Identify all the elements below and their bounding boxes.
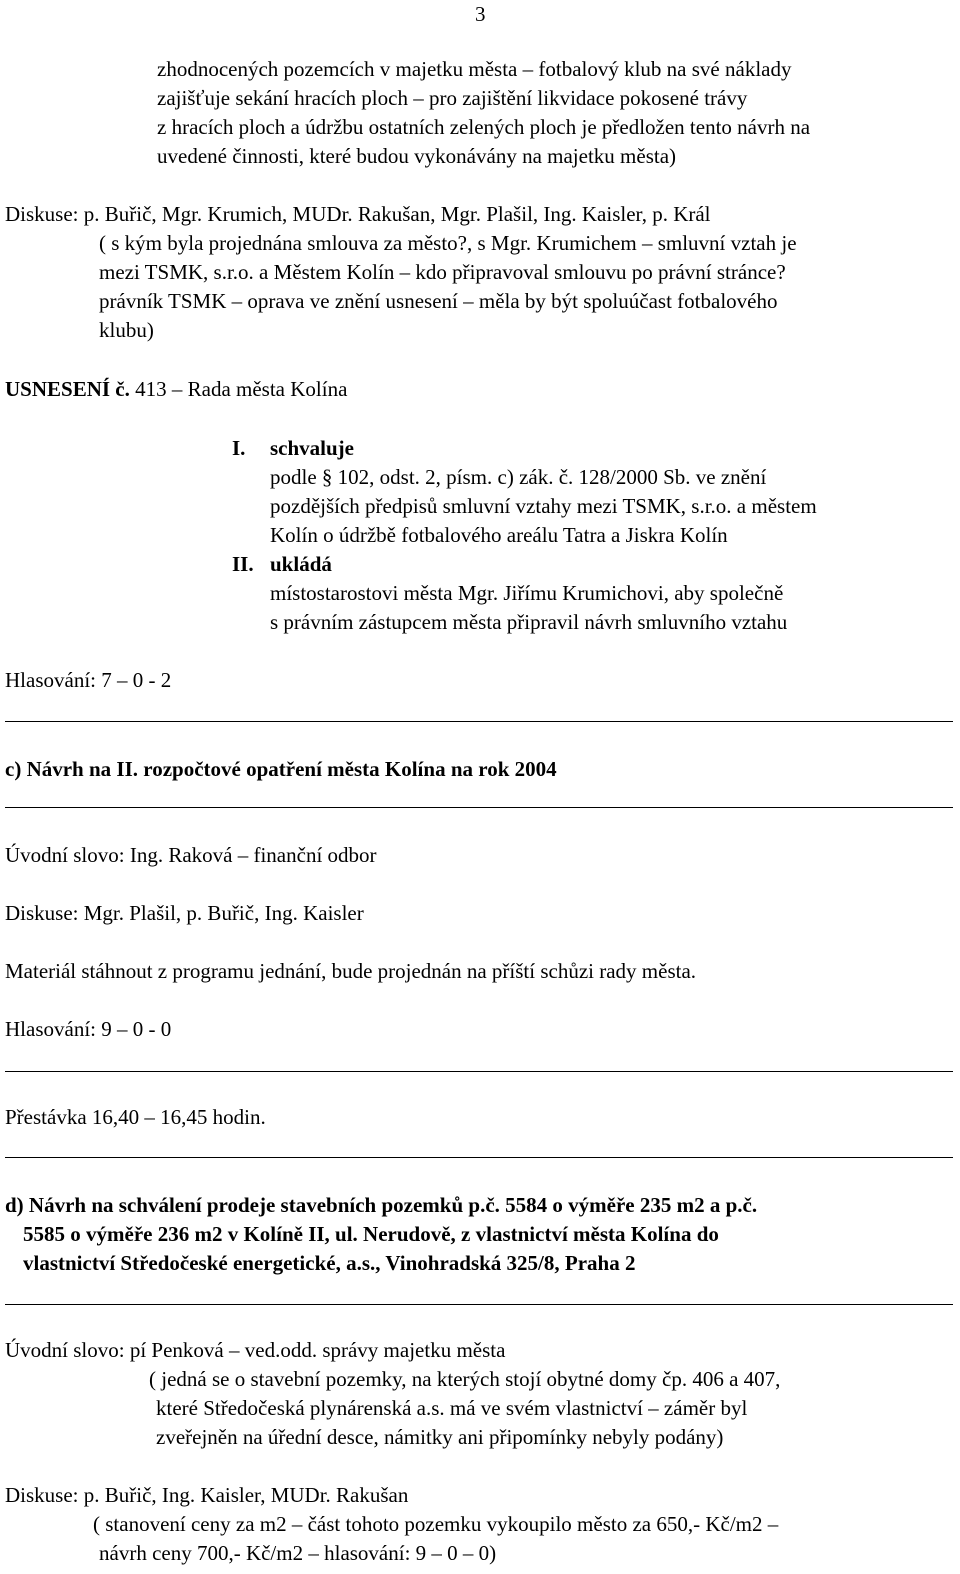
- item-line: pozdějších předpisů smluvní vztahy mezi TSMK, s.r.o. a městem: [270, 494, 817, 518]
- note-line: návrh ceny 700,- Kč/m2 – hlasování: 9 – 0 – 0): [99, 1541, 497, 1565]
- divider: [5, 1157, 953, 1158]
- discussion-line: mezi TSMK, s.r.o. a Městem Kolín – kdo připravoval smlouvu po právní stránce?: [99, 260, 786, 284]
- note-line: které Středočeská plynárenská a.s. má ve svém vlastnictví – záměr byl: [156, 1396, 748, 1420]
- item-line: s právním zástupcem města připravil návrh smluvního vztahu: [270, 610, 788, 634]
- discussion-line: Diskuse: p. Buřič, Mgr. Krumich, MUDr. Rakušan, Mgr. Plašil, Ing. Kaisler, p. Král: [5, 202, 711, 226]
- section-title-line: vlastnictví Středočeské energetické, a.s., Vinohradská 325/8, Praha 2: [23, 1251, 636, 1275]
- paragraph-line: zhodnocených pozemcích v majetku města – fotbalový klub na své náklady: [157, 57, 792, 81]
- note-line: ( stanovení ceny za m2 – část tohoto pozemku vykoupilo město za 650,- Kč/m2 –: [93, 1512, 779, 1536]
- section-title-line: d) Návrh na schválení prodeje stavebních pozemků p.č. 5584 o výměře 235 m2 a p.č.: [5, 1193, 758, 1217]
- item-title: ukládá: [270, 552, 332, 576]
- intro-word: Úvodní slovo: Ing. Raková – finanční odbor: [5, 843, 377, 867]
- item-title: schvaluje: [270, 436, 354, 460]
- note-line: zveřejněn na úřední desce, námitky ani připomínky nebyly podány): [156, 1425, 724, 1449]
- discussion-line: právník TSMK – oprava ve znění usnesení – měla by být spoluúčast fotbalového: [99, 289, 778, 313]
- section-title-line: 5585 o výměře 236 m2 v Kolíně II, ul. Nerudově, z vlastnictví města Kolína do: [23, 1222, 719, 1246]
- section-title: c) Návrh na II. rozpočtové opatření města Kolína na rok 2004: [5, 757, 557, 781]
- discussion-line: Diskuse: Mgr. Plašil, p. Buřič, Ing. Kaisler: [5, 901, 364, 925]
- divider: [5, 1071, 953, 1072]
- note-text: Materiál stáhnout z programu jednání, bude projednán na příští schůzi rady města.: [5, 959, 697, 983]
- paragraph-line: z hracích ploch a údržbu ostatních zelených ploch je předložen tento návrh na: [157, 115, 811, 139]
- vote-result: Hlasování: 7 – 0 - 2: [5, 668, 172, 692]
- resolution-heading-text: 413 – Rada města Kolína: [129, 377, 348, 401]
- note-line: ( jedná se o stavební pozemky, na kterých stojí obytné domy čp. 406 a 407,: [149, 1367, 781, 1391]
- discussion-line: ( s kým byla projednána smlouva za město?, s Mgr. Krumichem – smluvní vztah je: [99, 231, 797, 255]
- divider: [5, 1304, 953, 1305]
- discussion-line: Diskuse: p. Buřič, Ing. Kaisler, MUDr. Rakušan: [5, 1483, 409, 1507]
- resolution-heading: [5, 375, 347, 404]
- paragraph-line: uvedené činnosti, které budou vykonávány na majetku města): [157, 144, 677, 168]
- divider: [5, 721, 953, 722]
- intro-word: Úvodní slovo: pí Penková – ved.odd. správy majetku města: [5, 1338, 506, 1362]
- item-line: místostarostovi města Mgr. Jiřímu Krumichovi, aby společně: [270, 581, 784, 605]
- item-line: podle § 102, odst. 2, písm. c) zák. č. 128/2000 Sb. ve znění: [270, 465, 767, 489]
- break-note: Přestávka 16,40 – 16,45 hodin.: [5, 1105, 266, 1129]
- divider: [5, 807, 953, 808]
- paragraph-line: zajišťuje sekání hracích ploch – pro zajištění likvidace pokosené trávy: [157, 86, 748, 110]
- page-number: 3: [475, 2, 486, 26]
- item-number: I.: [232, 436, 246, 460]
- vote-result: Hlasování: 9 – 0 - 0: [5, 1017, 172, 1041]
- item-line: Kolín o údržbě fotbalového areálu Tatra a Jiskra Kolín: [270, 523, 728, 547]
- discussion-line: klubu): [99, 318, 154, 342]
- resolution-heading-label: USNESENÍ č.: [5, 377, 130, 401]
- item-number: II.: [232, 552, 254, 576]
